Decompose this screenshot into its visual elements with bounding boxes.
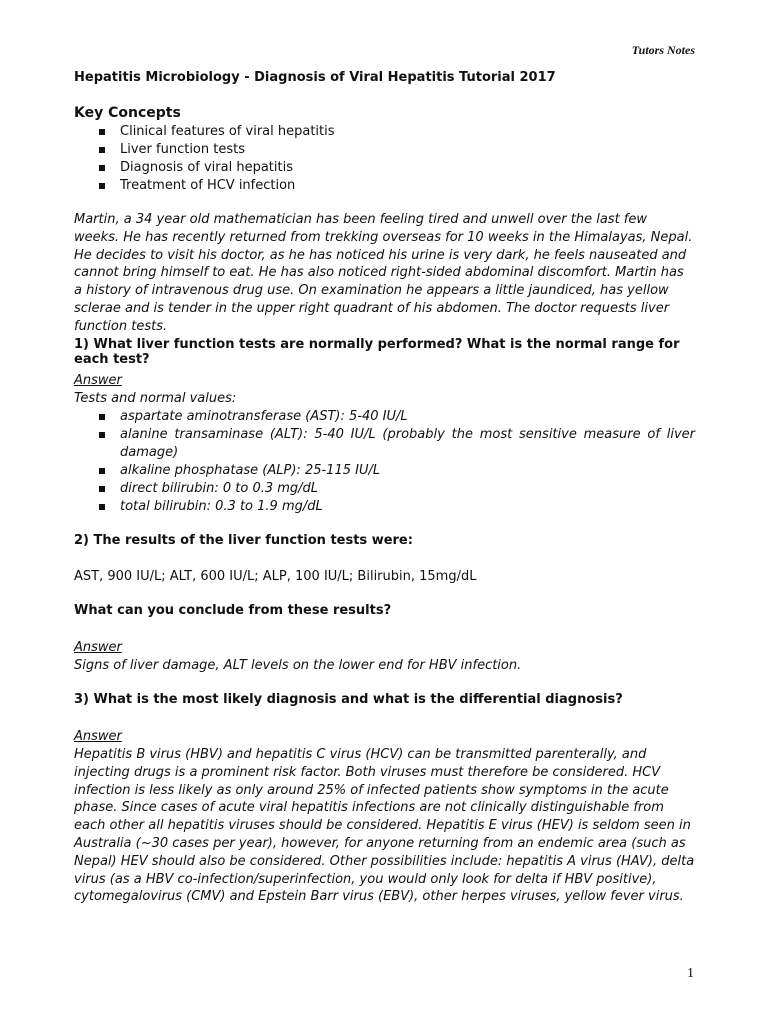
list-item: alanine transaminase (ALT): 5-40 IU/L (probably the most sensitive measure of liver damage) [74,426,695,462]
document-title: Hepatitis Microbiology - Diagnosis of Viral Hepatitis Tutorial 2017 [74,70,556,85]
answer-label: Answer [74,640,122,655]
question-3: 3) What is the most likely diagnosis and what is the differential diagnosis? [74,692,623,707]
list-item: alkaline phosphatase (ALP): 25-115 IU/L [74,462,695,480]
answer-2-block [74,639,695,675]
lft-results: AST, 900 IU/L; ALT, 600 IU/L; ALP, 100 IU/L; Bilirubin, 15mg/dL [74,569,477,584]
question-2-followup: What can you conclude from these results? [74,603,392,618]
answer-label: Answer [74,373,122,388]
answer-2-text: Signs of liver damage, ALT levels on the lower end for HBV infection. [74,658,522,673]
answer-3-block [74,728,695,906]
list-item: aspartate aminotransferase (AST): 5-40 IU/L [74,408,695,426]
question-1: 1) What liver function tests are normally performed? What is the normal range for each test? [74,337,680,367]
list-item: Clinical features of viral hepatitis [74,123,695,141]
key-concepts-list [74,123,695,195]
page-number: 1 [687,966,694,981]
list-item: total bilirubin: 0.3 to 1.9 mg/dL [74,498,695,516]
tutors-notes-header: Tutors Notes [631,43,695,57]
list-item: direct bilirubin: 0 to 0.3 mg/dL [74,480,695,498]
answer-label: Answer [74,729,122,744]
key-concepts-heading: Key Concepts [74,105,181,121]
question-2: 2) The results of the liver function tests were: [74,533,413,548]
answer-1-intro: Tests and normal values: [74,391,237,406]
list-item: Treatment of HCV infection [74,177,695,195]
list-item: Liver function tests [74,141,695,159]
answer-1-block [74,372,695,516]
list-item: Diagnosis of viral hepatitis [74,159,695,177]
case-description: Martin, a 34 year old mathematician has been feeling tired and unwell over the last few weeks. He has recently returned from trekking overseas for 10 weeks in the Himalayas, Nepal. He decides to visit his doctor, as he has noticed his urine is very dark, he feels nauseated and cannot bring himself to eat. He has also noticed right-sided abdominal discomfort. Martin has a history of intravenous drug use. On examination he appears a little jaundiced, has yellow sclerae and is tender in the upper right quadrant of his abdomen. The doctor requests liver function tests. [74,212,693,334]
answer-3-text: Hepatitis B virus (HBV) and hepatitis C virus (HCV) can be transmitted parenterally, and injecting drugs is a prominent risk factor. Both viruses must therefore be considered. HCV infection is less likely as only around 25% of infected patients show symptoms in the acute phase. Since cases of acute viral hepatitis infections are not clinically distinguishable from each other all hepatitis viruses should be considered. Hepatitis E virus (HEV) is seldom seen in Australia (~30 cases per year), however, for anyone returning from an endemic area (such as Nepal) HEV should also be considered. Other possibilities include: hepatitis A virus (HAV), delta virus (as a HBV co-infection/superinfection, you would only look for delta if HBV positive), cytomegalovirus (CMV) and Epstein Barr virus (EBV), other herpes viruses, yellow fever virus. [74,747,695,905]
lft-list [74,408,695,516]
